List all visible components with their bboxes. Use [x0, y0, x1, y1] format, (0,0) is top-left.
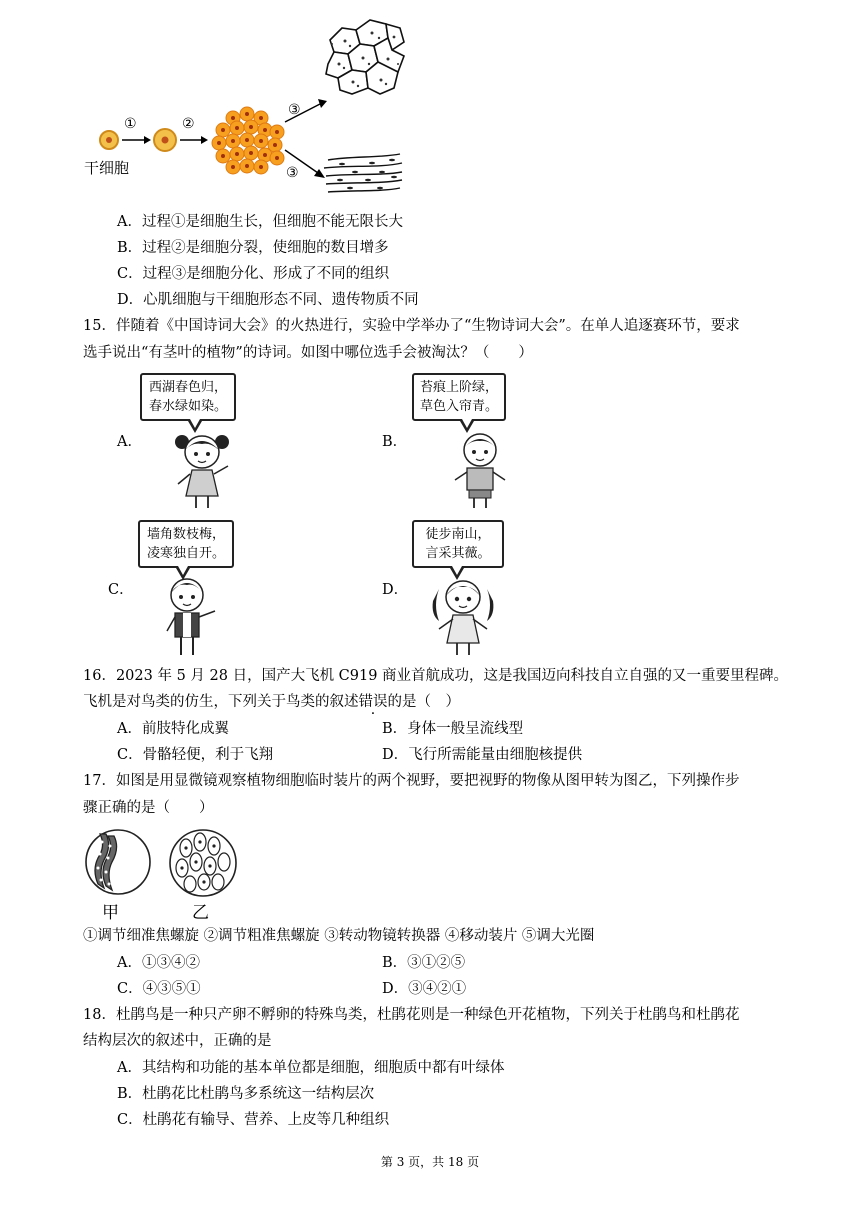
q17-stem-line-1: 17．如图是用显微镜观察植物细胞临时装片的两个视野，要把视野的物像从图甲转为图乙，下列操作步	[83, 773, 740, 789]
q17-option-b: B．③①②⑤	[382, 955, 466, 971]
speech-bubble-d	[412, 520, 504, 568]
label-view-yi: 乙	[192, 903, 209, 923]
q15-stem-line-2: 选手说出“有茎叶的植物”的诗词。如图中哪位选手会被淘汰？（ ）	[83, 345, 533, 361]
boy-contestant-b	[445, 430, 515, 510]
label-step-2: ②	[182, 116, 195, 132]
poem-d-line-1: 徒步南山，	[425, 527, 491, 542]
q16-option-d: D．飞行所需能量由细胞核提供	[382, 747, 583, 763]
label-view-jia: 甲	[102, 903, 119, 923]
speech-bubble-b	[412, 373, 506, 421]
q16-stem-line-2	[83, 692, 460, 712]
poem-a-line-1: 西湖春色归，	[148, 380, 227, 395]
microscope-view-yi	[168, 828, 238, 898]
q16-stem-post: 的是（ ）	[387, 694, 460, 710]
q17-stem-line-2: 骤正确的是（ ）	[83, 800, 214, 816]
q14-option-b: B．过程②是细胞分裂，使细胞的数目增多	[117, 240, 389, 256]
q15-label-b: B．	[382, 434, 408, 450]
q14-option-d: D．心肌细胞与干细胞形态不同、遗传物质不同	[117, 292, 419, 308]
q18-option-b: B．杜鹃花比杜鹃鸟多系统这一结构层次	[117, 1086, 375, 1102]
poem-a-line-2: 春水绿如染。	[148, 399, 227, 414]
q16-option-c: C．骨骼轻便，利于飞翔	[117, 747, 274, 763]
q14-option-c: C．过程③是细胞分化、形成了不同的组织	[117, 266, 390, 282]
q18-option-c: C．杜鹃花有输导、营养、上皮等几种组织	[117, 1112, 390, 1128]
label-step-3-bottom: ③	[286, 165, 299, 181]
stem-cell-diagram	[80, 0, 420, 205]
girl-contestant-a	[170, 430, 240, 510]
poem-c-line-1: 墙角数枝梅，	[146, 527, 225, 542]
microscope-view-jia	[84, 828, 152, 896]
q16-stem-emphasis: 错误	[358, 694, 388, 710]
q17-steps: ①调节细准焦螺旋 ②调节粗准焦螺旋 ③转动物镜转换器 ④移动装片 ⑤调大光圈	[83, 928, 595, 944]
label-stem-cell: 干细胞	[84, 159, 130, 177]
q18-option-a: A．其结构和功能的基本单位都是细胞，细胞质中都有叶绿体	[117, 1060, 505, 1076]
boy-contestant-c	[155, 575, 225, 657]
q14-option-a: A．过程①是细胞生长，但细胞不能无限长大	[117, 214, 403, 230]
poem-b-line-2: 草色入帘青。	[419, 399, 498, 414]
speech-bubble-a	[140, 373, 236, 421]
poem-b-line-1: 苔痕上阶绿，	[419, 380, 498, 395]
poem-d-line-2: 言采其薇。	[425, 546, 491, 561]
girl-contestant-d	[425, 575, 501, 657]
poem-c-line-2: 凌寒独自开。	[146, 546, 225, 561]
q18-stem-line-2: 结构层次的叙述中，正确的是	[83, 1033, 272, 1049]
q15-label-c: C．	[108, 582, 134, 598]
speech-bubble-c	[138, 520, 234, 568]
stem-cell-diagram-svg	[80, 0, 420, 205]
q16-option-a: A．前肢特化成翼	[117, 721, 229, 737]
q16-option-b: B．身体一般呈流线型	[382, 721, 524, 737]
label-step-1: ①	[124, 116, 137, 132]
q15-label-a: A．	[117, 434, 142, 450]
q15-stem-line-1: 15．伴随着《中国诗词大会》的火热进行，实验中学举办了“生物诗词大会”。在单人追逐赛环节，要求	[83, 318, 740, 334]
q17-option-d: D．③④②①	[382, 981, 467, 997]
label-step-3-top: ③	[288, 102, 301, 118]
q15-label-d: D．	[382, 582, 409, 598]
q17-option-a: A．①③④②	[117, 955, 200, 971]
q18-stem-line-1: 18．杜鹃鸟是一种只产卵不孵卵的特殊鸟类，杜鹃花则是一种绿色开花植物，下列关于杜鹃鸟和杜鹃花	[83, 1007, 740, 1023]
q16-stem-pre: 飞机是对鸟类的仿生，下列关于鸟类的叙述	[83, 694, 359, 710]
q16-stem-line-1: 16．2023 年 5 月 28 日，国产大飞机 C919 商业首航成功，这是我国迈向科技自立自强的又一重要里程碑。	[83, 668, 789, 684]
q17-option-c: C．④③⑤①	[117, 981, 201, 997]
page-footer: 第 3 页，共 18 页	[380, 1155, 480, 1169]
